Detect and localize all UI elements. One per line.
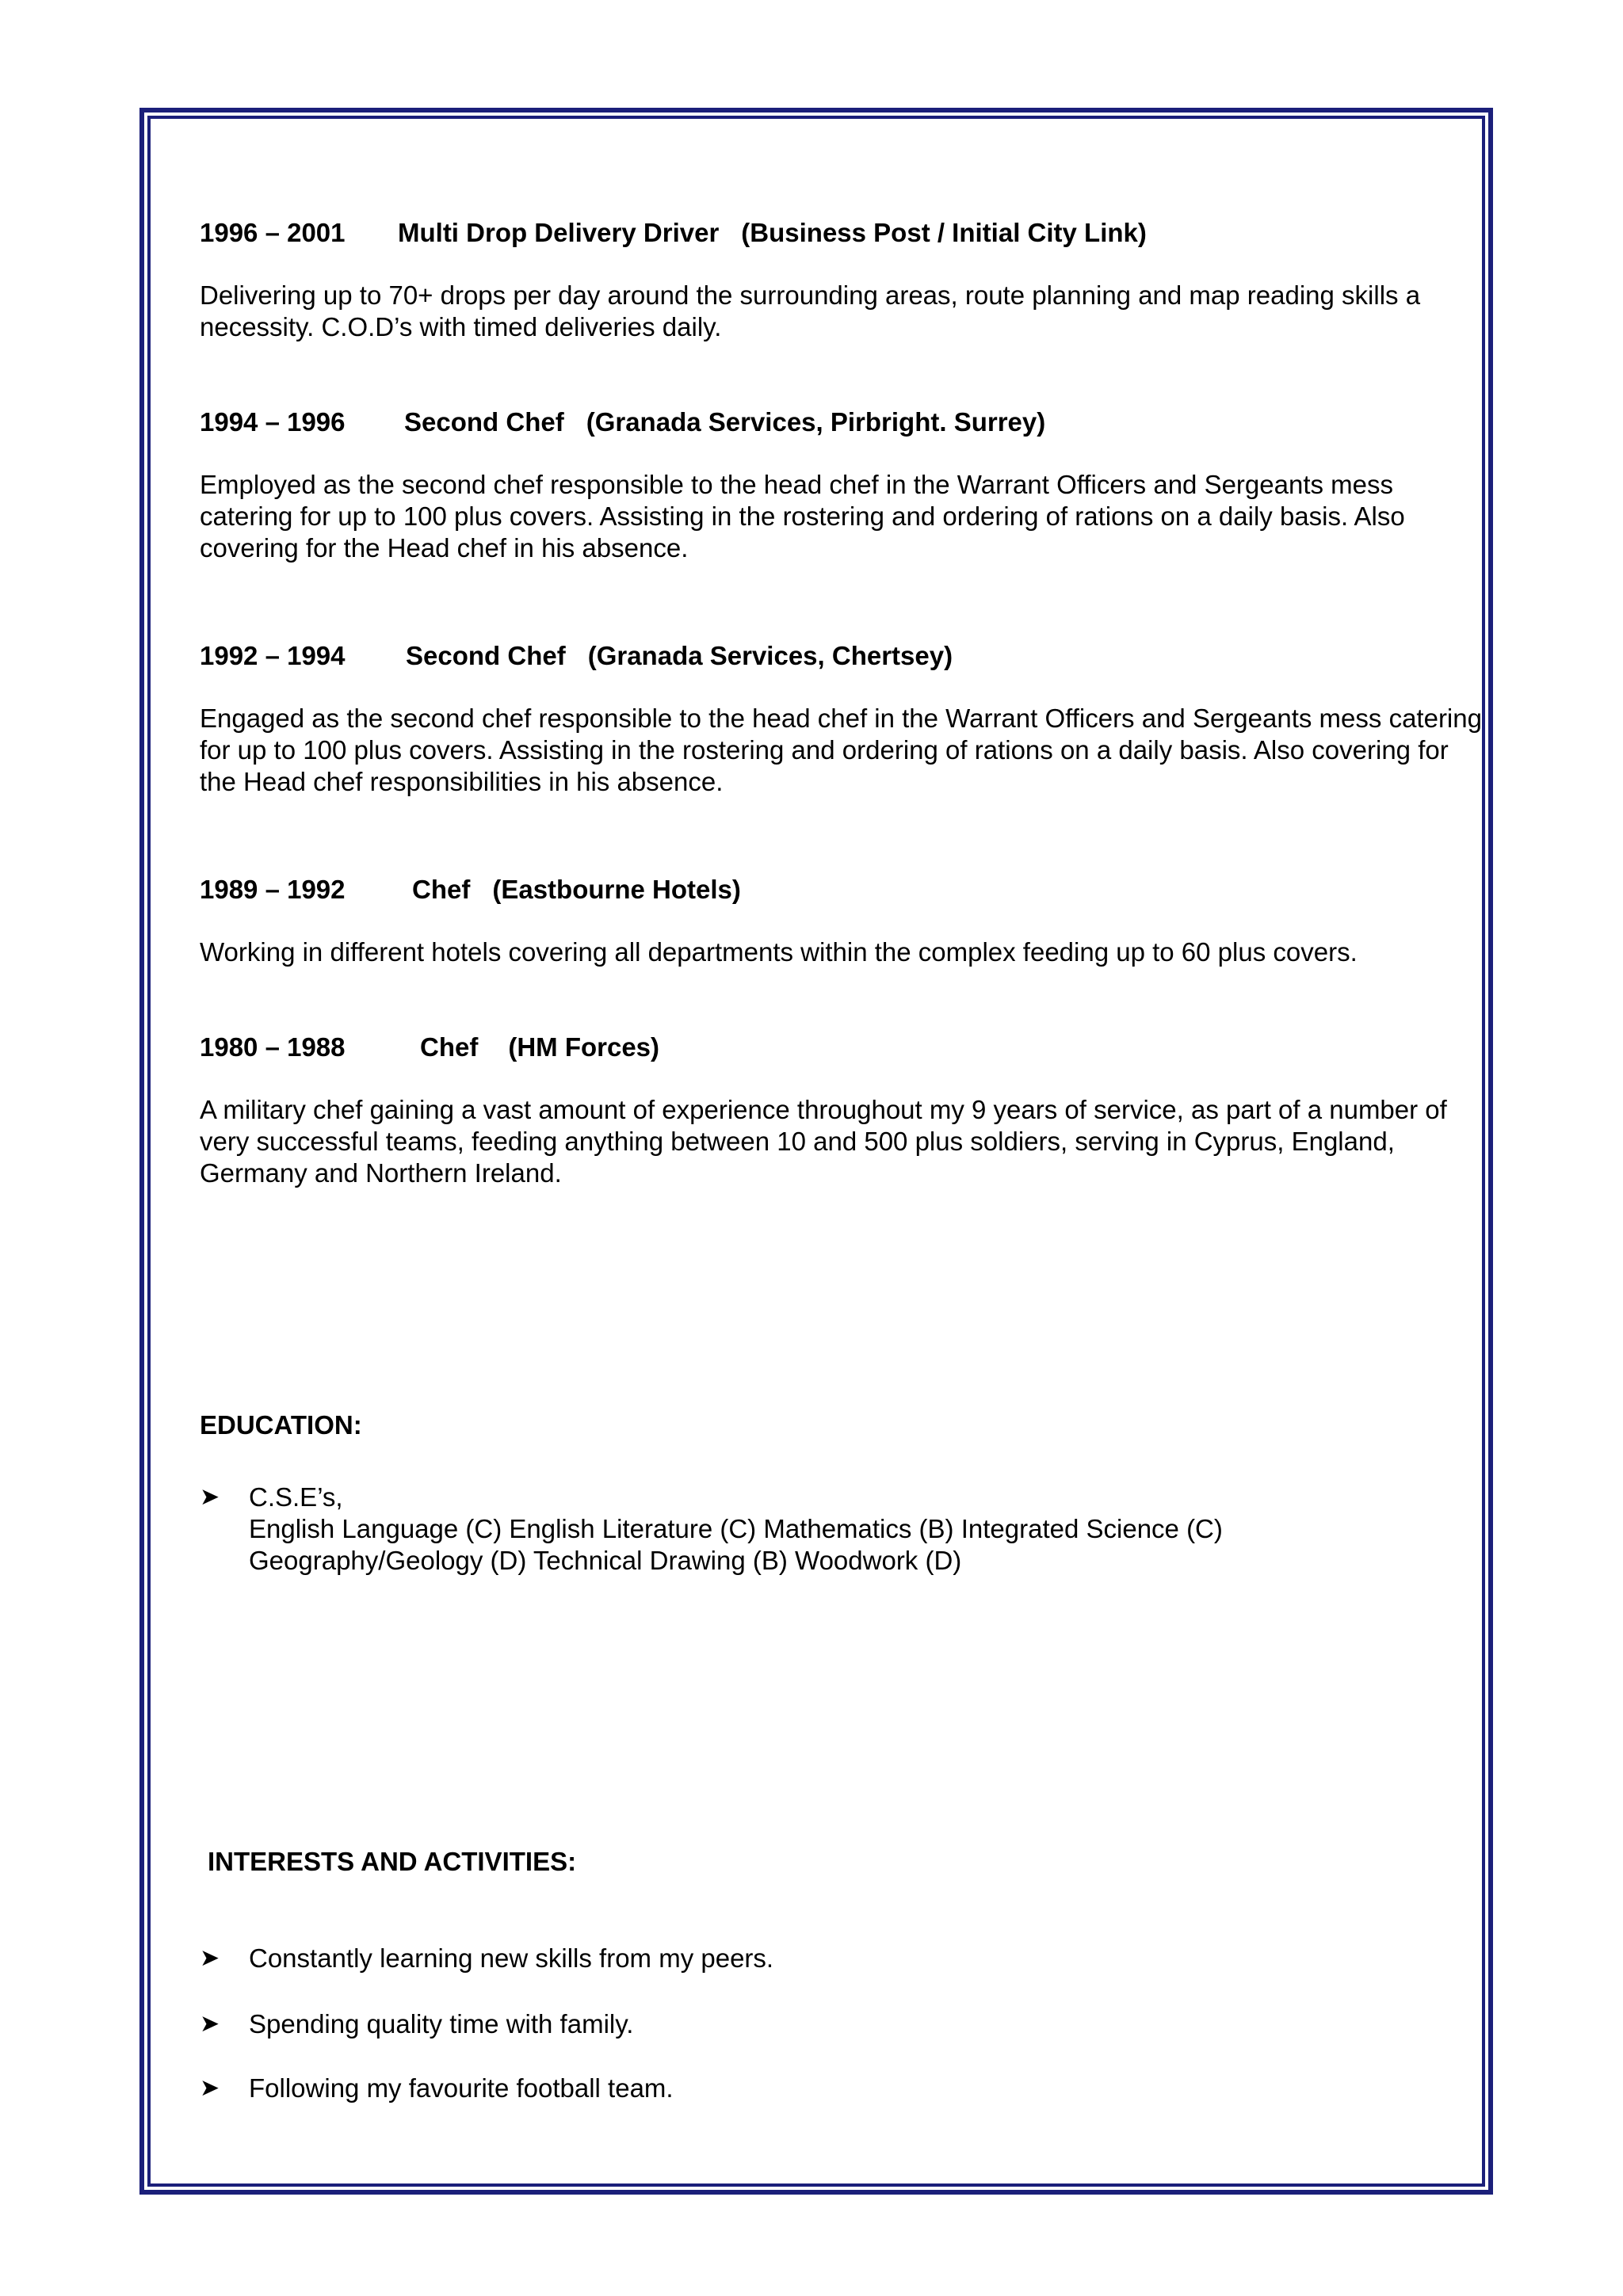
- education-subjects-line: Geography/Geology (D) Technical Drawing (B) Woodwork (D): [249, 1546, 962, 1575]
- arrow-bullet-icon: ➤: [200, 1945, 220, 1971]
- job-description: Delivering up to 70+ drops per day around the surrounding areas, route planning and map reading skills a necessity. C.O.D’s with timed deliveries daily.: [200, 280, 1421, 341]
- job-description: Employed as the second chef responsible to the head chef in the Warrant Officers and Sergeants mess catering for up to 100 plus covers. Assisting in the rostering and ordering of rations on a daily basis. Also covering for the Head chef in his absence.: [200, 470, 1405, 563]
- job-employer: (Granada Services, Chertsey): [587, 641, 953, 670]
- job-description: Working in different hotels covering all departments within the complex feeding up to 60 plus covers.: [200, 937, 1358, 967]
- job-header: [200, 406, 1045, 438]
- job-description: A military chef gaining a vast amount of experience throughout my 9 years of service, as part of a number of very successful teams, feeding anything between 10 and 500 plus soldiers, serving in Cyprus, England, Germany and Northern Ireland.: [200, 1095, 1447, 1188]
- job-title: Second Chef: [406, 641, 566, 670]
- job-title: Second Chef: [404, 407, 564, 437]
- job-employer: (Eastbourne Hotels): [492, 875, 741, 904]
- interest-item-text: Constantly learning new skills from my peers.: [249, 1943, 774, 1973]
- job-years: 1994 – 1996: [200, 407, 346, 437]
- arrow-bullet-icon: ➤: [200, 2011, 220, 2037]
- job-employer: (HM Forces): [508, 1032, 660, 1062]
- job-title: Chef: [420, 1032, 479, 1062]
- interests-heading: INTERESTS AND ACTIVITIES:: [208, 1847, 577, 1876]
- arrow-bullet-icon: ➤: [200, 2075, 220, 2101]
- job-header: [200, 1032, 659, 1063]
- arrow-bullet-icon: ➤: [200, 1484, 220, 1510]
- education-subjects-line: English Language (C) English Literature (C) Mathematics (B) Integrated Science (C): [249, 1514, 1223, 1543]
- education-qualification: C.S.E’s,: [249, 1482, 343, 1512]
- job-header: [200, 217, 1147, 249]
- job-title: Multi Drop Delivery Driver: [398, 218, 720, 247]
- job-years: 1992 – 1994: [200, 641, 346, 670]
- education-heading: EDUCATION:: [200, 1410, 362, 1440]
- job-header: [200, 874, 741, 906]
- job-description: Engaged as the second chef responsible to the head chef in the Warrant Officers and Sergeants mess catering for up to 100 plus covers. Assisting in the rostering and ordering of rations on a daily basis. Also covering for the Head chef responsibilities in his absence.: [200, 704, 1482, 796]
- job-employer: (Business Post / Initial City Link): [741, 218, 1147, 247]
- job-employer: (Granada Services, Pirbright. Surrey): [586, 407, 1046, 437]
- job-years: 1980 – 1988: [200, 1032, 346, 1062]
- education-item-text: [249, 1482, 1223, 1577]
- job-years: 1996 – 2001: [200, 218, 346, 247]
- interest-item-text: Spending quality time with family.: [249, 2009, 634, 2039]
- job-years: 1989 – 1992: [200, 875, 346, 904]
- job-header: [200, 640, 953, 672]
- job-title: Chef: [412, 875, 471, 904]
- interest-item-text: Following my favourite football team.: [249, 2073, 674, 2103]
